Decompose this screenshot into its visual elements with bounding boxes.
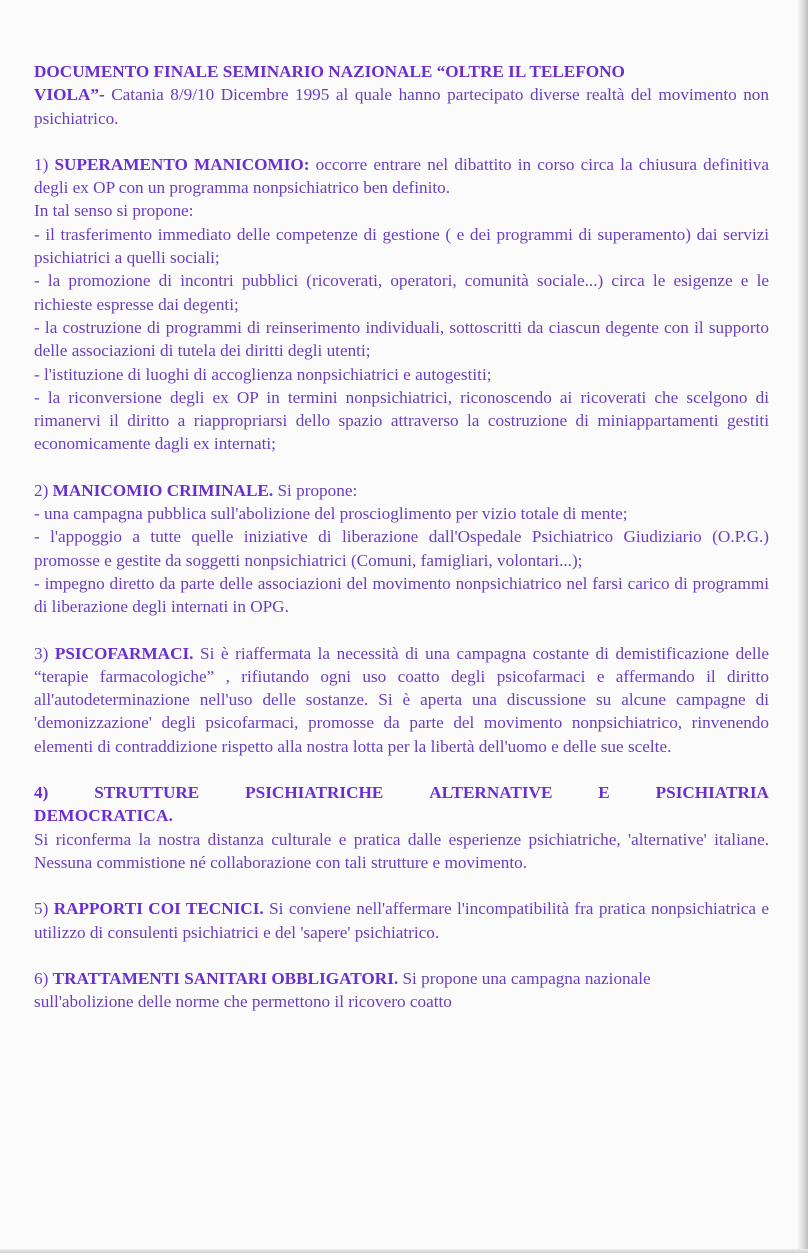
section-number: 6) [34,968,53,988]
section-strutture-psichiatriche [34,781,769,874]
section-intro: occorre entrare nel dibattito in corso circa la chiusura definitiva degli ex OP con un programma nonpsichiatrico ben definito. [34,154,769,198]
document-subtitle: Catania 8/9/10 Dicembre 1995 al quale hanno partecipato diverse realtà del movimento non psichiatrico. [34,85,769,128]
list-item: - una campagna pubblica sull'abolizione del proscioglimento per vizio totale di mente; [34,504,628,524]
list-item: - il trasferimento immediato delle competenze di gestione ( e dei programmi di superamento) dai servizi psichiatrici a quelli sociali; [34,224,769,268]
section-number: 1) [34,154,55,174]
section-intro: Si conviene nell'affermare l'incompatibilità fra pratica nonpsichiatrica e utilizzo di consulenti psichiatrici e del 'sapere' psichiatrico. [34,899,770,942]
document-title: DOCUMENTO FINALE SEMINARIO NAZIONALE “OLTRE IL TELEFONO [34,62,625,81]
section-psicofarmaci [34,642,769,758]
section-number: 2) [34,480,53,500]
section-rapporti-coi-tecnici [34,897,769,944]
section-intro: Si riconferma la nostra distanza culturale e pratica dalle esperienze psichiatriche, 'alternative' italiane. Nessuna commistione né collaborazione con tali strutture e movimento. [34,829,769,872]
document-title-continued: VIOLA”- [34,85,105,105]
section-title: MANICOMIO CRIMINALE. [52,480,274,500]
section-number: 5) [34,899,54,919]
list-item: - la costruzione di programmi di reinserimento individuali, sottoscritti da ciascun degente con il supporto delle associazioni di tutela dei diritti degli utenti; [34,317,769,361]
page-bottom-edge [0,1249,808,1253]
list-item: - impegno diretto da parte delle associazioni del movimento nonpsichiatrico nel farsi carico di programmi di liberazione degli internati in OPG. [34,573,769,617]
section-superamento-manicomio [34,153,769,456]
section-number: 3) [34,643,55,663]
section-title: RAPPORTI COI TECNICI. [53,899,264,919]
section-title-word: E [598,783,610,803]
list-item: - l'appoggio a tutte quelle iniziative di liberazione dall'Ospedale Psichiatrico Giudiziario (O.P.G.) promosse e gestite da soggetti nonpsichiatrici (Comuni, famigliari, volontari...); [34,527,769,570]
section-title-continued: DEMOCRATICA. [34,806,174,826]
section-title-word: STRUTTURE [94,783,200,803]
section-title-word: PSICHIATRIA [655,783,769,803]
section-title-word: ALTERNATIVE [429,783,553,803]
section-title: TRATTAMENTI SANITARI OBBLIGATORI. [52,968,399,988]
list-item: - la promozione di incontri pubblici (ricoverati, operatori, comunità sociale...) circa le esigenze e le richieste espresse dai degenti; [34,271,769,314]
section-intro: Si propone una campagna nazionale sull'abolizione delle norme che permettono il ricovero coatto [34,968,651,1012]
section-lead: In tal senso si propone: [34,201,194,221]
section-title-row [34,781,769,804]
section-intro: Si propone: [273,480,358,500]
list-item: - la riconversione degli ex OP in termini nonpsichiatrici, riconoscendo ai ricoverati che scelgono di rimanervi il diritto a riappropriarsi dello spazio attraverso la costruzione di miniappartamenti gestiti economicamente dagli ex internati; [34,387,769,454]
section-title-word: PSICHIATRICHE [245,783,384,803]
list-item: - l'istituzione di luoghi di accoglienza nonpsichiatrici e autogestiti; [34,364,492,384]
section-title: PSICOFARMACI. [54,643,194,663]
section-manicomio-criminale [34,479,769,619]
section-number: 4) [34,783,49,803]
section-title: SUPERAMENTO MANICOMIO: [54,154,310,174]
page-edge-shadow [798,0,808,1253]
section-trattamenti-sanitari [34,967,769,1014]
section-intro: Si è riaffermata la necessità di una campagna costante di demistificazione delle “terapie farmacologiche” , rifiutando ogni uso coatto degli psicofarmaci e affermando il diritto all'autodeterminazione nell'uso delle sostanze. Si è aperta una discussione su alcune campagne di 'demonizzazione' degli psicofarmaci, promosse da parte del movimento nonpsichiatrico, rinvenendo elementi di contraddizione rispetto alla nostra lotta per la libertà dell'uomo e delle sue scelte. [34,643,769,756]
document-body [34,60,769,1036]
document-header [34,60,769,130]
